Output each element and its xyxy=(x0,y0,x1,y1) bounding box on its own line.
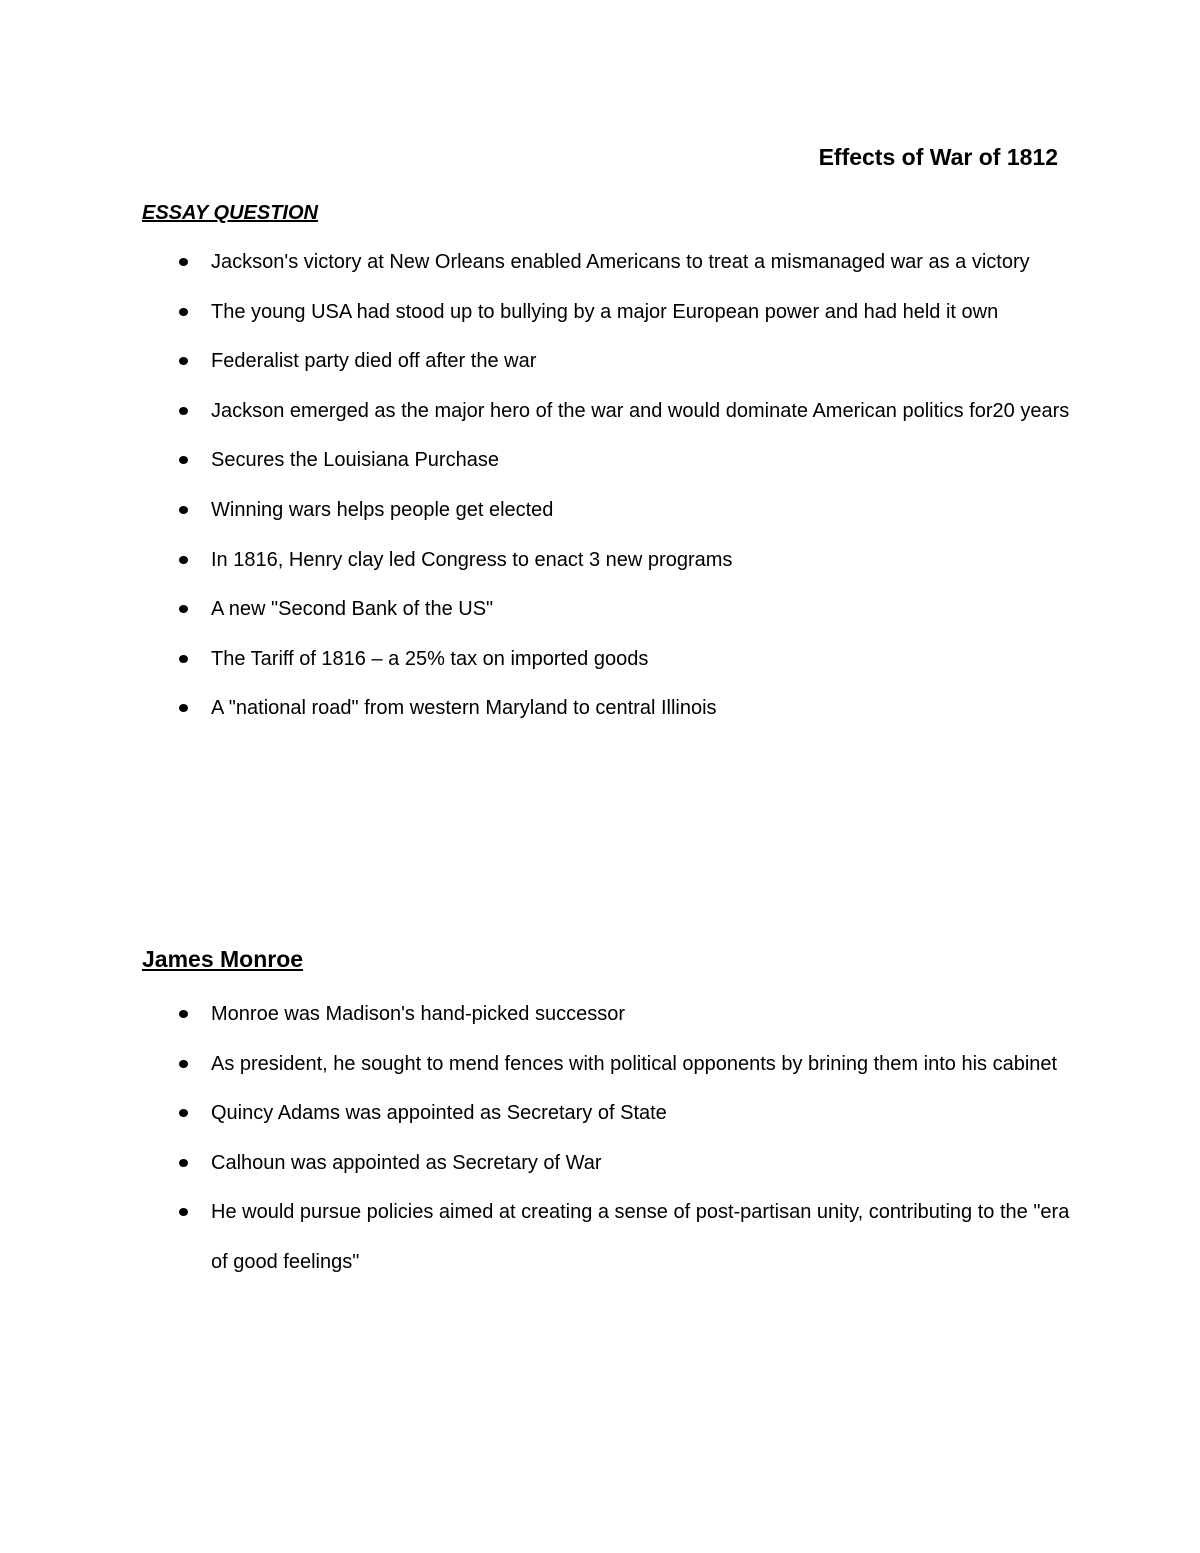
bullet-icon xyxy=(179,1159,188,1167)
james-monroe-list xyxy=(142,990,1072,1288)
bullet-icon xyxy=(179,456,188,464)
list-item-text: In 1816, Henry clay led Congress to enact 3 new programs xyxy=(211,548,733,571)
bullet-icon xyxy=(179,1010,188,1018)
james-monroe-heading: James Monroe xyxy=(142,946,304,972)
list-item xyxy=(142,436,1072,486)
list-item xyxy=(142,585,1072,635)
list-item xyxy=(142,288,1072,338)
document-title: Effects of War of 1812 xyxy=(818,144,1058,170)
list-item-text: The Tariff of 1816 – a 25% tax on imported goods xyxy=(211,647,649,670)
list-item xyxy=(142,990,1072,1040)
bullet-icon xyxy=(179,605,188,613)
list-item-text: Quincy Adams was appointed as Secretary of State xyxy=(211,1102,667,1125)
list-item xyxy=(142,1040,1072,1090)
list-item-text: Jackson's victory at New Orleans enabled Americans to treat a mismanaged war as a victory xyxy=(211,251,1030,273)
list-item-text: Secures the Louisiana Purchase xyxy=(211,449,499,472)
essay-question-list xyxy=(142,238,1072,734)
bullet-icon xyxy=(179,1208,188,1216)
list-item-text: Winning wars helps people get elected xyxy=(211,498,554,521)
list-item-text: Jackson emerged as the major hero of the war and would dominate American politics for20 years xyxy=(211,399,1070,422)
list-item xyxy=(142,684,1072,734)
list-item xyxy=(142,387,1072,437)
bullet-icon xyxy=(179,506,188,514)
list-item-text: Federalist party died off after the war xyxy=(211,350,537,373)
bullet-icon xyxy=(179,1109,188,1117)
bullet-icon xyxy=(179,704,188,712)
list-item-text: As president, he sought to mend fences with political opponents by brining them into his cabinet xyxy=(211,1052,1058,1075)
list-item-text: A new "Second Bank of the US" xyxy=(211,598,494,621)
list-item xyxy=(142,486,1072,536)
bullet-icon xyxy=(179,1060,188,1068)
bullet-icon xyxy=(179,655,188,663)
list-item-text: He would pursue policies aimed at creating a sense of post-partisan unity, contributing to the "era of good feelings" xyxy=(211,1201,1070,1273)
essay-question-heading: ESSAY QUESTION xyxy=(142,202,318,224)
list-item xyxy=(142,1139,1072,1189)
list-item-text: Calhoun was appointed as Secretary of War xyxy=(211,1151,602,1174)
list-item xyxy=(142,1188,1072,1287)
list-item xyxy=(142,635,1072,685)
list-item xyxy=(142,238,1072,288)
list-item xyxy=(142,536,1072,586)
bullet-icon xyxy=(179,258,188,266)
list-item xyxy=(142,1089,1072,1139)
bullet-icon xyxy=(179,407,188,415)
list-item-text: A "national road" from western Maryland to central Illinois xyxy=(211,697,717,720)
list-item-text: Monroe was Madison's hand-picked successor xyxy=(211,1003,626,1025)
bullet-icon xyxy=(179,357,188,365)
bullet-icon xyxy=(179,556,188,564)
bullet-icon xyxy=(179,308,188,316)
list-item xyxy=(142,337,1072,387)
list-item-text: The young USA had stood up to bullying by a major European power and had held it own xyxy=(211,300,999,323)
